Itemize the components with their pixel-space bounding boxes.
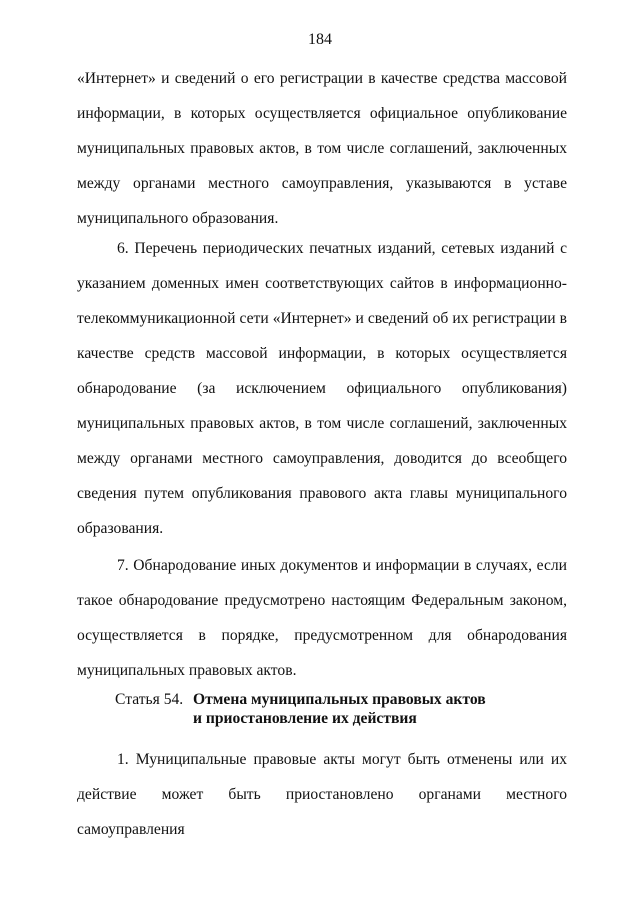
article-title-line-1: Отмена муниципальных правовых актов: [193, 691, 486, 708]
article-number: Статья 54.: [115, 691, 184, 708]
article-heading: [115, 690, 575, 728]
page-number: 184: [308, 31, 332, 48]
article-title: [193, 690, 486, 728]
paragraph-text: 6. Перечень периодических печатных изданий, сетевых изданий с указанием доменных имен соответствующих сайтов в информационно-телекоммуникационной сети «Интернет» и сведений об их регистрации в качестве средств массовой информации, в которых осуществляется обнародование (за исключением официального опубликования) муниципальных правовых актов, в том числе соглашений, заключенных между органами местного самоуправления, доводится до всеобщего сведения путем опубликования правового акта главы муниципального образования.: [77, 240, 567, 537]
paragraph-text: 1. Муниципальные правовые акты могут быть отменены или их действие может быть приостановлено органами местного самоуправления: [77, 751, 567, 838]
paragraph-item-7: [77, 548, 567, 688]
article-title-line-2: и приостановление их действия: [193, 710, 417, 727]
paragraph-text: «Интернет» и сведений о его регистрации в качестве средства массовой информации, в которых осуществляется официальное опубликование муниципальных правовых актов, в том числе соглашений, заключенных между органами местного самоуправления, указываются в уставе муниципального образования.: [77, 70, 567, 227]
paragraph-continuation: [77, 61, 567, 236]
paragraph-item-6: [77, 231, 567, 546]
paragraph-article-54-item-1: [77, 742, 567, 847]
paragraph-text: 7. Обнародование иных документов и информации в случаях, если такое обнародование предусмотрено настоящим Федеральным законом, осуществляется в порядке, предусмотренном для обнародования муниципальных правовых актов.: [77, 557, 567, 679]
